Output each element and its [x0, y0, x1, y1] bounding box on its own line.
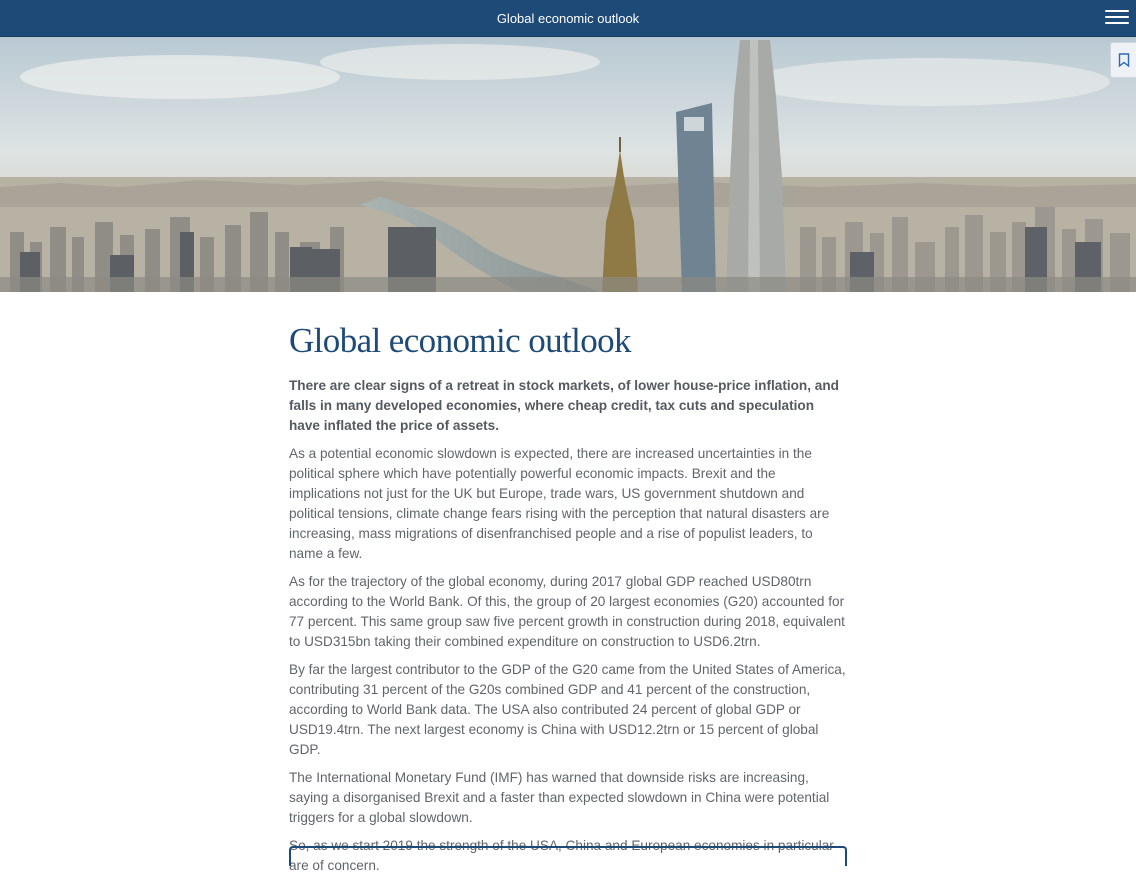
article-paragraph: So, as we start 2019 the strength of the USA, China and European economies in particular are of concern.: [289, 838, 834, 873]
hero-image: [0, 37, 1136, 292]
article-body: [289, 320, 847, 884]
article-paragraph: As for the trajectory of the global economy, during 2017 global GDP reached USD80trn according to the World Bank. Of this, the group of 20 largest economies (G20) accounted for 77 percent. This same group saw five percent growth in construction during 2018, equivalent to USD315bn taking their combined expenditure on construction to USD6.2trn.: [289, 574, 845, 649]
article-title: Global economic outlook: [289, 321, 631, 360]
hamburger-menu-icon[interactable]: [1105, 10, 1129, 27]
bookmark-icon: [1118, 53, 1130, 67]
article-paragraph: By far the largest contributor to the GDP of the G20 came from the United States of America, contributing 31 percent of the G20s combined GDP and 41 percent of the construction, according to World Bank data. The USA also contributed 24 percent of global GDP or USD19.4trn. The next largest economy is China with USD12.2trn or 15 percent of global GDP.: [289, 662, 846, 757]
content-card: [289, 846, 847, 866]
header-title: Global economic outlook: [496, 10, 640, 26]
top-navigation-bar: [0, 0, 1136, 37]
article-paragraph: As a potential economic slowdown is expected, there are increased uncertainties in the political sphere which have potentially powerful economic impacts. Brexit and the implications not just for the UK but Europe, trade wars, US government shutdown and political tensions, climate change fears rising with the perception that natural disasters are increasing, mass migrations of disenfranchised people and a rise of populist leaders, to name a few.: [289, 446, 830, 561]
article-paragraph: The International Monetary Fund (IMF) has warned that downside risks are increasing, saying a disorganised Brexit and a faster than expected slowdown in China were potential triggers for a global slowdown.: [289, 770, 830, 825]
article-lead: There are clear signs of a retreat in stock markets, of lower house-price inflation, and falls in many developed economies, where cheap credit, tax cuts and speculation have inflated the price of assets.: [289, 378, 839, 433]
bookmark-button[interactable]: [1110, 42, 1136, 78]
